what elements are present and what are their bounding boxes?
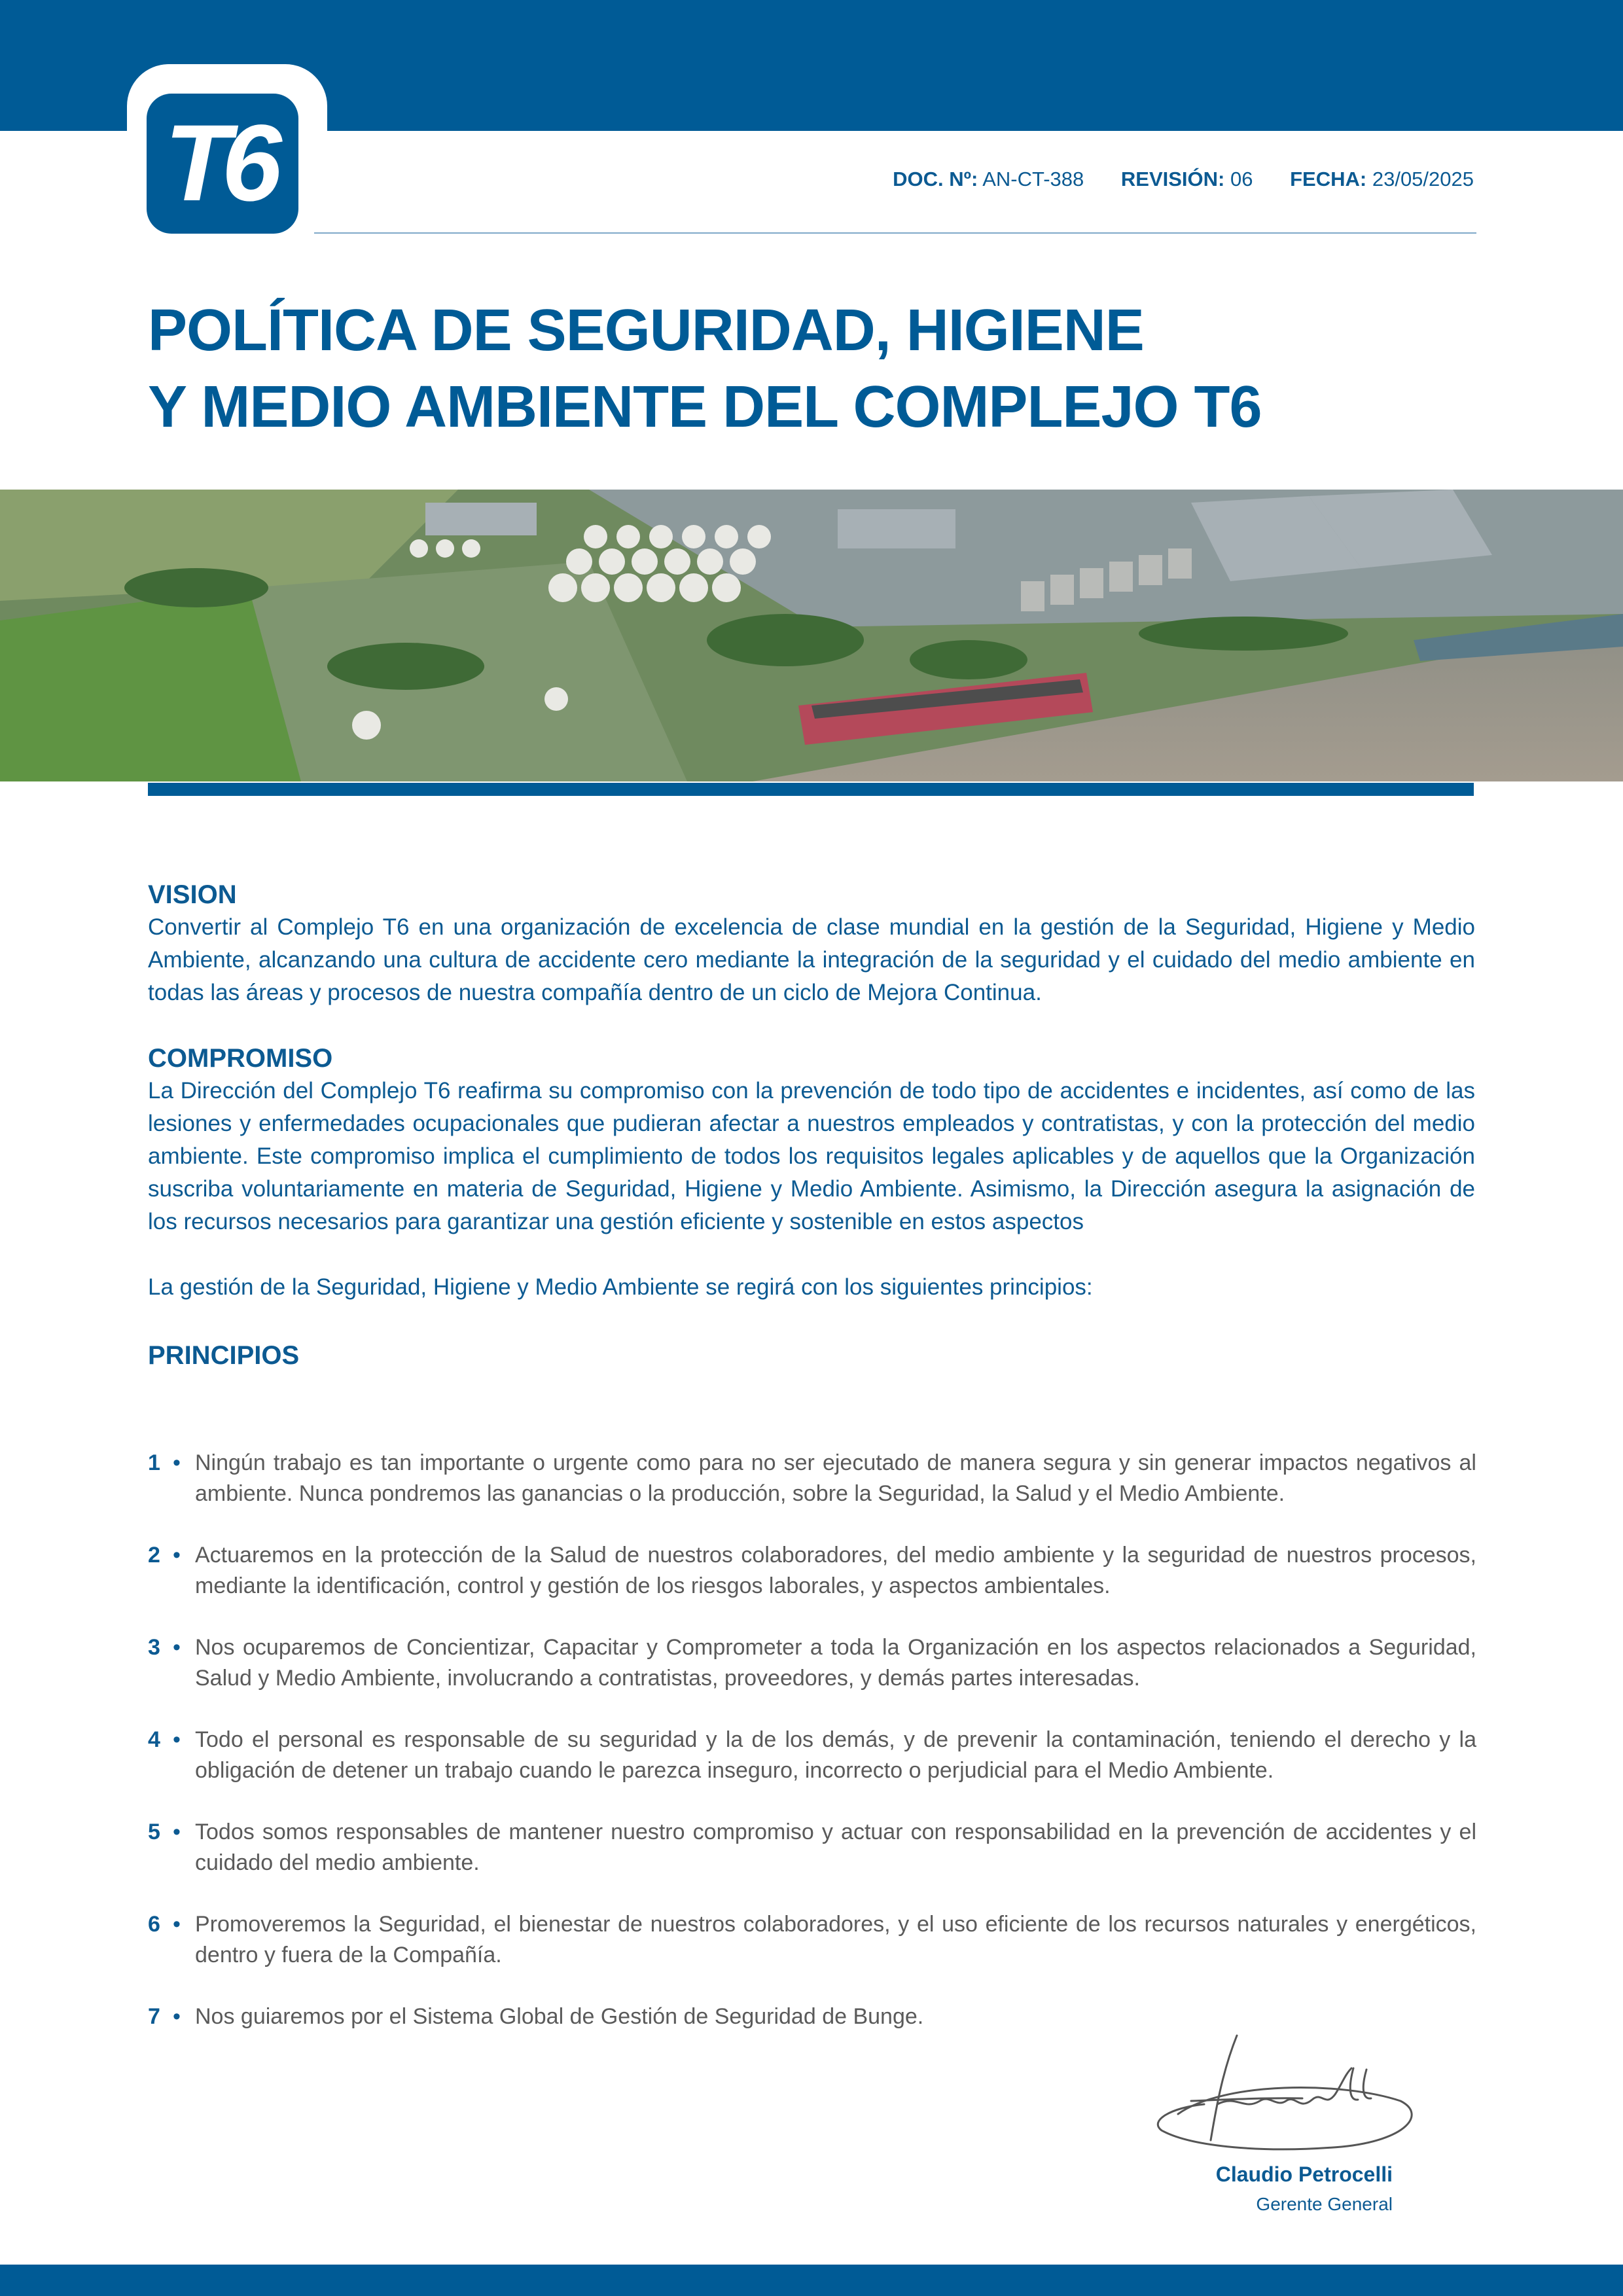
principle-text: Promoveremos la Seguridad, el bienestar de nuestros colaboradores, y el uso eficiente de los recursos naturales y energéticos, dentro y fuera de la Compañía. (195, 1912, 1476, 1967)
principle-number: 7 (148, 2004, 160, 2029)
principles-list (148, 1448, 1476, 2063)
list-item (148, 1817, 1476, 1878)
footer-band (0, 2265, 1623, 2296)
doc-number-value: AN-CT-388 (982, 168, 1084, 190)
principles-heading: PRINCIPIOS (148, 1341, 300, 1370)
principle-number: 2 (148, 1543, 160, 1568)
list-item (148, 1448, 1476, 1509)
logo-text: T6 (164, 103, 273, 224)
bullet-icon: • (173, 2004, 181, 2029)
title-line-2: Y MEDIO AMBIENTE DEL COMPLEJO T6 (148, 374, 1262, 440)
list-item (148, 1909, 1476, 1971)
signatory-role: Gerente General (1256, 2194, 1393, 2214)
principle-text: Todo el personal es responsable de su seguridad y la de los demás, y de prevenir la contaminación, teniendo el derecho y la obligación de detener un trabajo cuando le parezca inseguro, incorrecto o perjudicial para el Medio Ambiente. (195, 1727, 1476, 1783)
principle-text: Nos ocuparemos de Concientizar, Capacitar y Comprometer a toda la Organización en los aspectos relacionados a Seguridad, Salud y Medio Ambiente, involucrando a contratistas, proveedores, y demás partes interesadas. (195, 1635, 1476, 1691)
bullet-icon: • (173, 1450, 181, 1475)
commitment-heading: COMPROMISO (148, 1044, 333, 1073)
principles-intro: La gestión de la Seguridad, Higiene y Medio Ambiente se regirá con los siguientes principios: (148, 1274, 1093, 1300)
bullet-icon: • (173, 1912, 181, 1937)
principle-number: 6 (148, 1912, 160, 1937)
bullet-icon: • (173, 1820, 181, 1844)
date-value: 23/05/2025 (1372, 168, 1474, 190)
date-label: FECHA: (1290, 168, 1367, 190)
principle-text: Actuaremos en la protección de la Salud de nuestros colaboradores, del medio ambiente y la seguridad de nuestros procesos, mediante la identificación, control y gestión de los riesgos laborales, y aspectos ambientales. (195, 1543, 1476, 1598)
principle-number: 4 (148, 1727, 160, 1752)
document-metadata (893, 168, 1474, 191)
t6-logo (147, 94, 298, 234)
principle-text: Ningún trabajo es tan importante o urgente como para no ser ejecutado de manera segura y sin generar impactos negativos al ambiente. Nunca pondremos las ganancias o la producción, sobre la Seguridad, la Salud y el Medio Ambiente. (195, 1450, 1476, 1506)
bullet-icon: • (173, 1543, 181, 1568)
principle-text: Nos guiaremos por el Sistema Global de Gestión de Seguridad de Bunge. (195, 2004, 924, 2029)
photo-accent-bar (148, 783, 1474, 796)
bullet-icon: • (173, 1635, 181, 1660)
vision-text: Convertir al Complejo T6 en una organización de excelencia de clase mundial en la gestión de la Seguridad, Higiene y Medio Ambiente, alcanzando una cultura de accidente cero mediante la integración de la seguridad y el cuidado del medio ambiente en todas las áreas y procesos de nuestra compañía dentro de un ciclo de Mejora Continua. (148, 914, 1475, 1005)
aerial-photo-industrial-port (0, 490, 1623, 781)
title-line-1: POLÍTICA DE SEGURIDAD, HIGIENE (148, 298, 1144, 363)
policy-body (148, 878, 1475, 1372)
page-title (148, 293, 1489, 446)
revision-value: 06 (1230, 168, 1253, 190)
revision-label: REVISIÓN: (1120, 168, 1225, 190)
principle-text: Todos somos responsables de mantener nuestro compromiso y actuar con responsabilidad en la prevención de accidentes y el cuidado del medio ambiente. (195, 1820, 1476, 1875)
bullet-icon: • (173, 1727, 181, 1752)
principle-number: 1 (148, 1450, 160, 1475)
header-rule (314, 232, 1476, 234)
vision-heading: VISION (148, 880, 237, 909)
list-item (148, 1725, 1476, 1786)
principle-number: 3 (148, 1635, 160, 1660)
commitment-text: La Dirección del Complejo T6 reafirma su compromiso con la prevención de todo tipo de accidentes e incidentes, así como de las lesiones y enfermedades ocupacionales que pudieran afectar a nuestros empleados y contratistas, y con la protección del medio ambiente. Este compromiso implica el cumplimiento de todos los requisitos legales aplicables y de aquellos que la Organización suscriba voluntariamente en materia de Seguridad, Higiene y Medio Ambiente. Asimismo, la Dirección asegura la asignación de los recursos necesarios para garantizar una gestión eficiente y sostenible en estos aspectos (148, 1078, 1475, 1234)
handwritten-signature (1145, 2022, 1433, 2166)
doc-number-label: DOC. Nº: (893, 168, 978, 190)
signatory-name: Claudio Petrocelli (1215, 2162, 1393, 2186)
principle-number: 5 (148, 1820, 160, 1844)
list-item (148, 1540, 1476, 1602)
list-item (148, 1632, 1476, 1694)
